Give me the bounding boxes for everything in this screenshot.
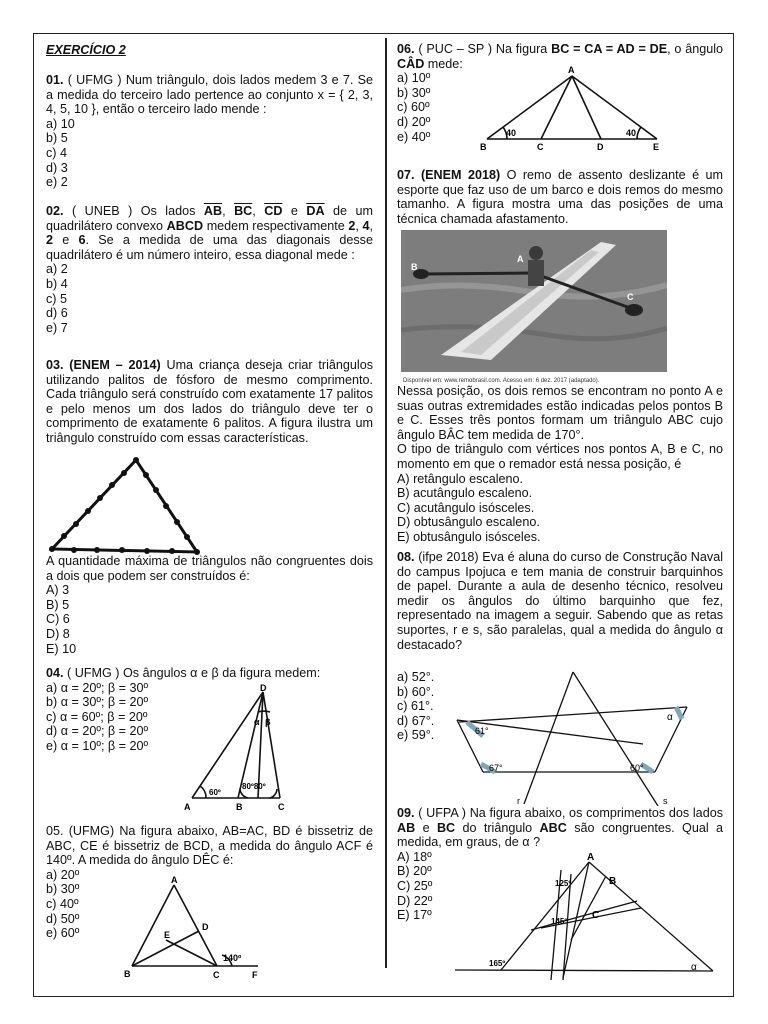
q04-text: ( UFMG ) Os ângulos α e β da figura medem: (67, 666, 321, 680)
q09-text-d: são congruentes. Qual a medida, em graus, de α ? (397, 820, 723, 850)
exercise-title: EXERCÍCIO 2 (46, 43, 126, 57)
q01-option-a[interactable]: a) 10 (46, 116, 75, 131)
q04-label-c: C (278, 802, 285, 812)
q06-label-d: D (597, 142, 604, 152)
q04-option-c[interactable]: c) α = 60º; β = 20º (46, 709, 148, 724)
q08-label-61: 61° (475, 726, 489, 736)
q09-side-ab: AB (397, 820, 416, 835)
q06-label-e: E (653, 142, 660, 152)
q09-triangle: ABC (539, 820, 567, 835)
q06-text-b: , o ângulo (667, 42, 724, 56)
rowing-label-a: A (517, 254, 524, 264)
q02-text-b: de um quadrilátero convexo (46, 204, 374, 233)
q06-option-a[interactable]: a) 10º (397, 71, 431, 86)
q04-option-d[interactable]: d) α = 20º; β = 20º (46, 724, 149, 739)
q01-option-b[interactable]: b) 5 (46, 131, 68, 146)
q08-number: 08. (397, 550, 415, 564)
q08-label-alpha: α (667, 712, 673, 723)
q02-len-1: 2 (348, 218, 356, 233)
q04-option-b[interactable]: b) α = 30º; β = 20º (46, 695, 149, 710)
q09-option-c[interactable]: C) 25º (397, 878, 433, 893)
q04-label-b: B (236, 802, 243, 812)
q02-option-b[interactable]: b) 4 (46, 276, 68, 291)
q07-option-a[interactable]: A) retângulo escaleno. (397, 471, 524, 486)
question-03 (46, 358, 373, 446)
q05-label-b: B (124, 969, 131, 979)
q06-equality: BC = CA = AD = DE (551, 42, 668, 56)
q05-label-d: D (202, 922, 209, 932)
q07-option-c[interactable]: C) acutângulo isósceles. (397, 500, 535, 515)
q08-option-c[interactable]: c) 61°. (397, 699, 434, 714)
matchstick-heads (49, 457, 200, 555)
q09-label-165: 165º (489, 959, 506, 968)
q07-option-d[interactable]: D) obtusângulo escaleno. (397, 515, 540, 530)
q05-option-c[interactable]: c) 40º (46, 896, 79, 911)
q02-len-4: 6 (78, 233, 86, 248)
q06-label-40-left: 40 (506, 128, 517, 138)
q09-text-c: do triângulo (462, 820, 533, 835)
q09-option-d[interactable]: D) 22º (397, 893, 433, 908)
q05-label-140: 140º (223, 953, 242, 963)
q05-triangle-figure (118, 873, 268, 983)
q03-option-a[interactable]: A) 3 (46, 583, 70, 598)
question-07 (397, 168, 723, 226)
q02-option-c[interactable]: c) 5 (46, 291, 67, 306)
q08-text: (ifpe 2018) Eva é aluna do curso de Construção Naval do campus Ipojuca e tem mania de construir barquinhos de papel. Durante a aula de desenho técnico, resolveu medir os ângulos do último barquinho que fez, representado na imagem a seguir. Sabendo que as retas suportes, r e s, são paralelas, qual a medida do ângulo α destacado? (397, 550, 723, 652)
q06-option-c[interactable]: c) 60º (397, 100, 430, 115)
q08-options (397, 670, 439, 743)
q08-option-e[interactable]: e) 59°. (397, 728, 435, 743)
q07-text: O remo de assento deslizante é um esporte que faz uso de um barco e dois remos do mesmo tamanho. A figura mostra uma das posições de uma técnica chamada afastamento. (397, 168, 724, 226)
q09-number: 09. (397, 806, 415, 820)
q09-text-a: ( UFPA ) Na figura abaixo, os comprimentos dos lados (418, 806, 723, 820)
q03-option-e[interactable]: E) 10 (46, 641, 77, 656)
q01-option-c[interactable]: c) 4 (46, 145, 67, 160)
column-divider (385, 38, 387, 968)
q06-angle: CÂD (397, 56, 425, 71)
q06-option-b[interactable]: b) 30º (397, 85, 431, 100)
q09-label-125: 125º (555, 879, 572, 888)
q09-triangle-figure (451, 850, 717, 980)
q02-len-3: 2 (46, 233, 54, 248)
q08-option-b[interactable]: b) 60°. (397, 684, 435, 699)
q05-option-d[interactable]: d) 50º (46, 911, 80, 926)
q04-option-a[interactable]: a) α = 20º; β = 30º (46, 680, 149, 695)
q09-option-e[interactable]: E) 17º (397, 908, 432, 923)
q09-text-b: e (422, 820, 430, 835)
q09-label-a: A (587, 852, 595, 863)
q06-number: 06. (397, 42, 415, 56)
q06-text-c: mede: (427, 56, 463, 71)
q02-number: 02. (46, 204, 64, 218)
q03-number: 03. (ENEM – 2014) (46, 358, 161, 372)
q02-option-e[interactable]: e) 7 (46, 320, 68, 335)
q03-text2: A quantidade máxima de triângulos não congruentes dois a dois que podem ser construídos é: (46, 554, 373, 583)
q02-len-2: 4 (362, 218, 370, 233)
q08-label-s: s (663, 796, 668, 806)
q05-label-a: A (171, 875, 178, 885)
rowing-label-b: B (411, 262, 418, 272)
q09-label-c: C (592, 910, 600, 921)
q08-label-r: r (517, 796, 520, 806)
rowing-photo-credit: Disponível em: www.remobrasil.com. Acesso em: 6 dez. 2017 (adaptado). (403, 378, 600, 384)
q01-option-e[interactable]: e) 2 (46, 175, 68, 190)
q04-number: 04. (46, 666, 64, 680)
q02-text-c: medem respectivamente (206, 218, 345, 233)
q02-seg-da: $\overline{DA}$ (306, 204, 325, 218)
q02-seg-cd: $\overline{CD}$ (264, 204, 283, 218)
q09-side-bc: BC (436, 820, 456, 835)
question-01 (46, 73, 373, 190)
q06-label-a: A (568, 65, 575, 75)
q05-option-b[interactable]: b) 30º (46, 882, 80, 897)
q05-option-e[interactable]: e) 60º (46, 926, 80, 941)
q06-label-b: B (480, 142, 487, 152)
q06-text-a: ( PUC – SP ) Na figura (418, 42, 548, 56)
q02-option-a[interactable]: a) 2 (46, 262, 68, 277)
q05-label-e: E (164, 930, 171, 940)
q01-number: 01. (46, 73, 64, 87)
q06-label-c: C (537, 142, 544, 152)
q06-option-d[interactable]: d) 20º (397, 114, 431, 129)
q04-option-e[interactable]: e) α = 10º; β = 20º (46, 738, 149, 753)
q09-option-b[interactable]: B) 20º (397, 864, 432, 879)
q09-option-a[interactable]: A) 18º (397, 849, 432, 864)
q07-option-b[interactable]: B) acutângulo escaleno. (397, 486, 533, 501)
q08-option-a[interactable]: a) 52°. (397, 670, 435, 684)
rowing-photo (401, 230, 667, 372)
q02-text-a: ( UNEB ) Os lados (71, 204, 196, 218)
q04-label-60: 60º (209, 788, 221, 797)
q01-option-d[interactable]: d) 3 (46, 160, 68, 175)
q09-label-145: 145º (551, 917, 568, 926)
q04-label-beta: β (265, 717, 271, 727)
q04-label-80: 80º80º (242, 782, 266, 791)
q02-option-d[interactable]: d) 6 (46, 306, 68, 321)
q03-text: Uma criança deseja criar triângulos utilizando palitos de fósforo de mesmo comprimento. Cada triângulo será construído com exatamente 17 palitos e pelo menos um dos lados do triângulo deve ter o comprimento de exatamente 6 palitos. A figura ilustra um triângulo construído com essas características. (46, 358, 374, 445)
q07-text3: O tipo de triângulo com vértices nos pontos A, B e C, no momento em que o remador está nessa posição, é (397, 442, 723, 471)
q02-seg-ab: $\overline{AB}$ (203, 204, 223, 218)
q02-text-d: . Se a medida de uma das diagonais desse quadrilátero é um número inteiro, essa diagonal mede : (46, 233, 373, 262)
q07-number: 07. (ENEM 2018) (397, 168, 501, 182)
q05-label-c: C (213, 970, 220, 980)
q02-seg-bc: $\overline{BC}$ (234, 204, 253, 218)
question-07-continued (397, 384, 723, 545)
q09-label-alpha: α (691, 962, 697, 973)
q08-paper-boat-figure (453, 664, 699, 806)
q05-option-a[interactable]: a) 20º (46, 867, 80, 882)
q06-triangle-figure (479, 62, 669, 152)
rowing-label-c: C (627, 292, 634, 302)
q06-option-e[interactable]: e) 40º (397, 129, 431, 144)
q07-text2: Nessa posição, os dois remos se encontram no ponto A e suas outras extremidades estão indicadas pelos pontos B e C. Esses três pontos formam um triângulo ABC cujo ângulo BÂC tem medida de 170°. (397, 384, 723, 442)
q08-label-60: 60° (630, 763, 644, 773)
q09-label-b: B (609, 876, 617, 887)
q05-label-f: F (252, 970, 258, 980)
q04-label-alpha: α (254, 717, 260, 727)
q08-option-d[interactable]: d) 67°. (397, 713, 435, 728)
q04-label-d: D (260, 683, 267, 693)
q04-triangle-figure (184, 682, 294, 812)
q06-label-40-right: 40 (626, 128, 637, 138)
q08-label-67: 67° (489, 763, 503, 773)
q07-option-e[interactable]: E) obtusângulo isósceles. (397, 529, 541, 544)
question-08 (397, 550, 723, 652)
question-03-continued (46, 554, 373, 656)
q05-text: 05. (UFMG) Na figura abaixo, AB=AC, BD é bissetriz de ABC, CE é bissetriz de BCD, a medida do ângulo ACF é 140º. A medida do ângulo DÊC é: (46, 824, 373, 868)
q02-shape: ABCD (166, 218, 204, 233)
q03-option-c[interactable]: C) 6 (46, 612, 70, 627)
question-02: 02. ( UNEB ) Os lados $\overline{AB}$, $\overline{BC}$, $\overline{CD}$ e $\overline{DA}$ de um quadrilátero convexo ABCD medem respectivamente 2, 4, 2 e 6. Se a medida de uma das diagonais desse quadrilátero é um número inteiro, essa diagonal mede : a) 2 b) 4 c) 5 d) 6 e) 7 (46, 204, 374, 335)
q03-option-b[interactable]: B) 5 (46, 597, 70, 612)
q03-option-d[interactable]: D) 8 (46, 626, 70, 641)
q04-label-a: A (184, 802, 191, 812)
q01-text: ( UFMG ) Num triângulo, dois lados medem 3 e 7. Se a medida do terceiro lado pertence ao conjunto x = { 2, 3, 4, 5, 10 }, então o terceiro lado mende : (46, 73, 374, 117)
